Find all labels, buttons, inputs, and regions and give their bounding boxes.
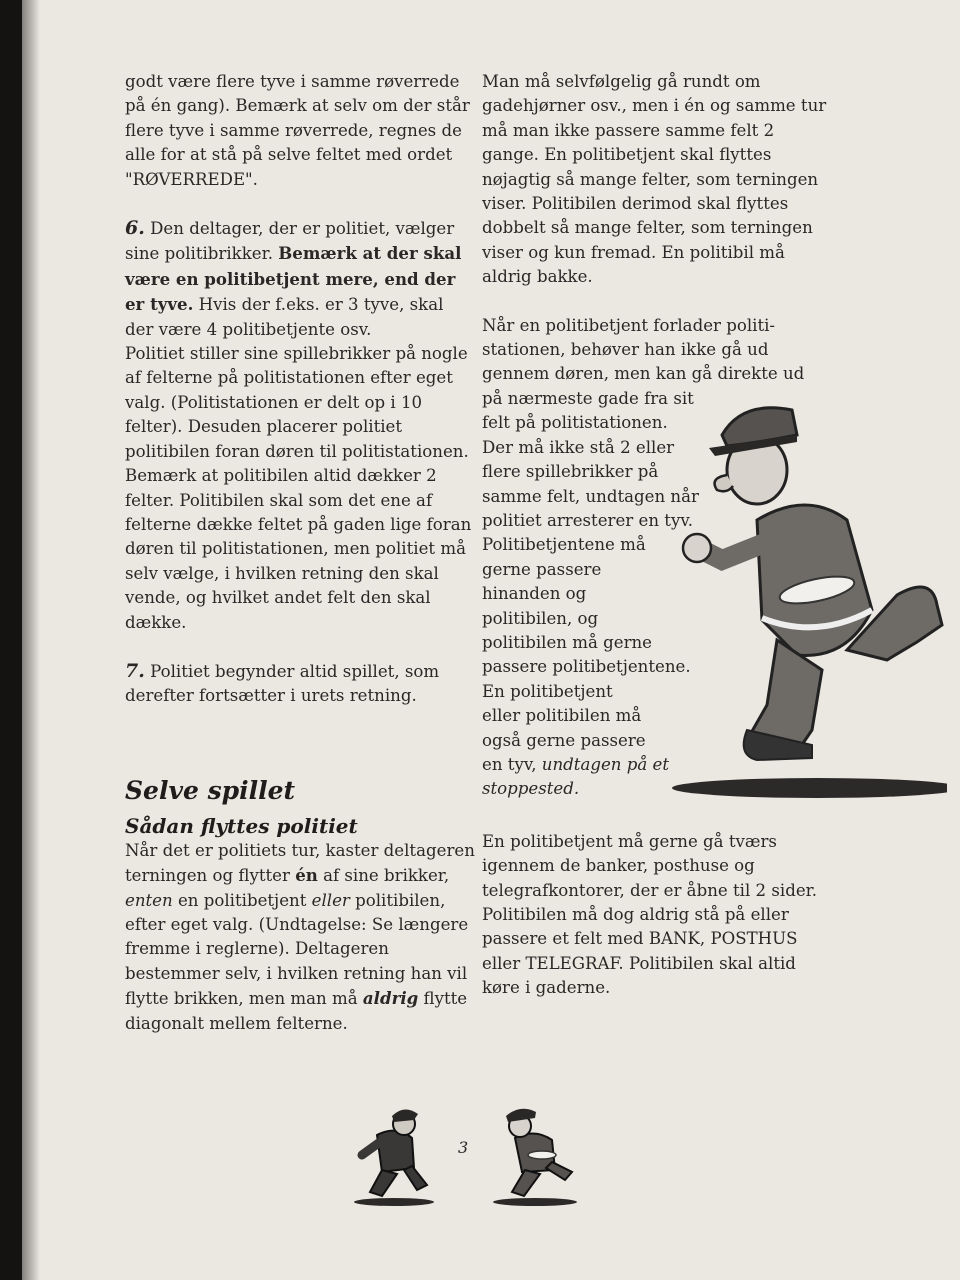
- rule-6-placement: Politiet stiller sine spillebrikker på nogle af felterne på politistationen efter eget valg. (Politistationen er delt op i 10 felter). Desuden placerer politiet politibilen foran døren til politistationen. Bemærk at politibilen altid dækker 2 felter. Politibilen skal som det ene af felterne dække feltet på gaden lige foran døren til politistationen, men politiet må selv vælge, i hvilken retning den skal vende, og hvilket andet felt den skal dække.: [125, 344, 472, 632]
- running-police-officer-illustration: [647, 380, 947, 800]
- leaving-station-paragraph: Når en politibetjent forlader politi- stationen, behøver han ikke gå ud gennem døren, men kan gå direkte ud på nærmeste gade fra sit felt på politistationen. Der må ikke stå 2 eller flere spillebrikker på samme felt, undtagen når politiet arresterer en tyv. Politibetjentene må gerne passere hinanden og politibilen, og politibilen må gerne passere politibetjentene. En politibetjent eller politibilen må også gerne passere en tyv, undtagen på et stoppested.: [482, 315, 805, 799]
- booklet-page: [22, 0, 960, 1280]
- section-heading: Selve spillet: [125, 775, 296, 805]
- rule-number: 7.: [125, 659, 145, 682]
- binding-shadow: [22, 0, 40, 1280]
- rule-number: 6.: [125, 217, 145, 240]
- banks-paragraph: En politibetjent må gerne gå tværs igennem de banker, posthuse og telegrafkontorer, der er åbne til 2 sider. Politibilen må dog aldrig stå på eller passere et felt med BANK, POSTHUS eller TELEGRAF. Politibilen skal altid køre i gaderne.: [482, 831, 818, 998]
- page-number: 3: [458, 1138, 469, 1157]
- rule-6: 6. Den deltager, der er politiet, vælger sine politibrikker. Bemærk at der skal være en politibetjent mere, end der er tyve. Hvis der f.eks. er 3 tyve, skal der være 4 politibetjente osv.: [125, 217, 462, 339]
- police-move-paragraph: Når det er politiets tur, kaster deltageren terningen og flytter én af sine brikker, enten en politibetjent eller politibilen, efter eget valg. (Undtagelse: Se længere fremme i reglerne). Deltageren bestemmer selv, i hvilken retning han vil flytte brikken, men man må aldrig flytte diagonalt mellem felterne.: [125, 840, 475, 1033]
- running-thief-icon: [342, 1100, 442, 1210]
- left-column: [125, 70, 475, 1036]
- running-police-icon: [480, 1100, 590, 1210]
- section-subheading: Sådan flyttes politiet: [125, 813, 358, 838]
- rule-paragraph-continuation: godt være flere tyve i samme røverrede på én gang). Bemærk at selv om der står flere tyve i samme røverrede, regnes de alle for at stå på selve feltet med ordet "RØVERREDE".: [125, 72, 470, 189]
- movement-paragraph: Man må selvfølgelig gå rundt om gadehjørner osv., men i én og samme tur må man ikke passere samme felt 2 gange. En politibetjent skal flyttes nøjagtig så mange felter, som terningen viser. Politibilen derimod skal flyttes dobbelt så mange felter, som terningen viser og kun fremad. En politibil må aldrig bakke.: [482, 72, 827, 287]
- rule-emphasis: Bemærk at der skal være en politibetjent mere, end der er tyve.: [125, 243, 462, 315]
- rule-7: 7. Politiet begynder altid spillet, som derefter fortsætter i urets retning.: [125, 659, 440, 706]
